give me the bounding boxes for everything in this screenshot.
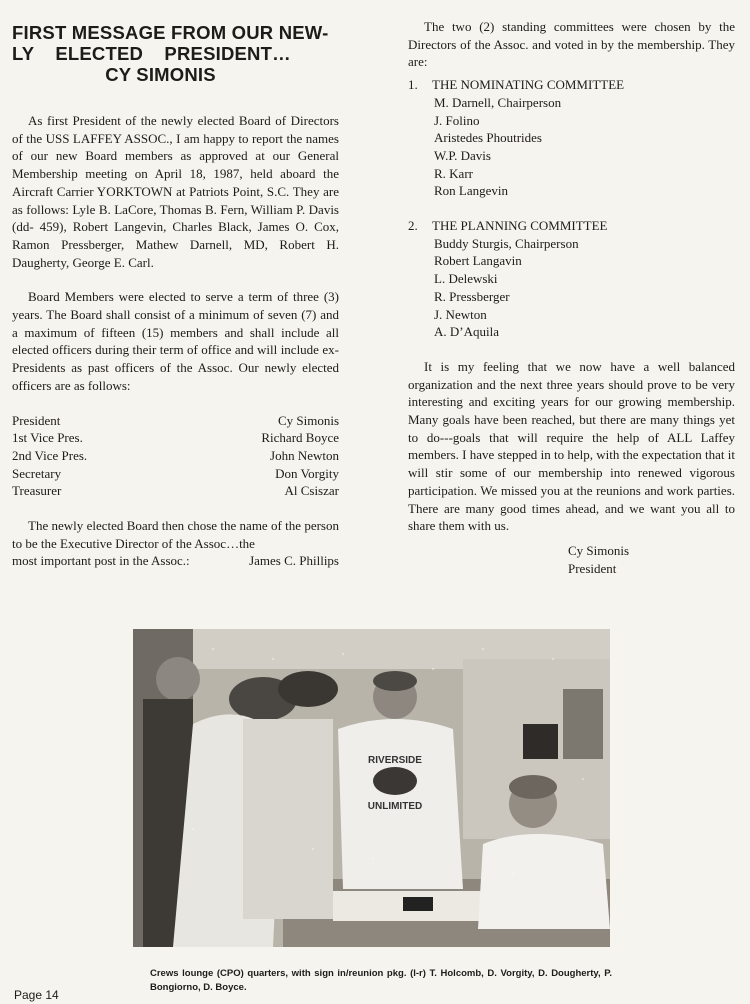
officer-row bbox=[12, 447, 339, 465]
committee-heading bbox=[408, 217, 735, 235]
executive-director-label: most important post in the Assoc.: bbox=[12, 553, 190, 569]
committee bbox=[408, 76, 735, 200]
committee-member: Buddy Sturgis, Chairperson bbox=[434, 235, 579, 251]
officer-row bbox=[12, 429, 339, 447]
title-line-3: CY SIMONIS bbox=[105, 64, 216, 85]
page-number: Page 14 bbox=[14, 988, 59, 1002]
officer-name: Richard Boyce bbox=[261, 430, 339, 446]
committee-name: THE PLANNING COMMITTEE bbox=[432, 218, 608, 234]
crew-photo bbox=[133, 629, 610, 947]
committee-member: Aristedes Phoutrides bbox=[434, 130, 542, 146]
officer-name: Al Csiszar bbox=[284, 483, 339, 499]
executive-director-paragraph: The newly elected Board then chose the name of the person to be the Executive Director of the Assoc…the bbox=[12, 518, 339, 551]
committee-member: A. D’Aquila bbox=[434, 324, 499, 340]
committee-heading bbox=[408, 76, 735, 94]
title-line-2: LY ELECTED PRESIDENT… bbox=[12, 43, 291, 64]
committee-member: J. Newton bbox=[434, 306, 487, 322]
officers-list bbox=[12, 412, 339, 501]
officer-name: Don Vorgity bbox=[275, 465, 339, 481]
committees-list bbox=[408, 76, 735, 341]
signature-name: Cy Simonis bbox=[568, 542, 630, 558]
shirt-text-bottom: UNLIMITED bbox=[367, 801, 423, 812]
committee-members bbox=[408, 94, 735, 200]
photo-caption: Crews lounge (CPO) quarters, with sign in/reunion pkg. (l-r) T. Holcomb, D. Vorgity, D. Dougherty, P. Bongiorno, D. Boyce. bbox=[150, 968, 612, 993]
officer-role: Treasurer bbox=[12, 483, 62, 499]
committee-members bbox=[408, 235, 735, 341]
executive-director-name: James C. Phillips bbox=[249, 553, 339, 569]
signature bbox=[408, 542, 735, 577]
shirt-text-top: RIVERSIDE bbox=[368, 755, 422, 766]
article-title bbox=[12, 22, 339, 85]
crew-photo-illustration bbox=[133, 629, 610, 947]
executive-director-line bbox=[12, 552, 339, 570]
officer-name: John Newton bbox=[270, 447, 339, 463]
committee-number: 2. bbox=[408, 218, 418, 234]
officer-row bbox=[12, 412, 339, 430]
committees-intro: The two (2) standing committees were chosen by the Directors of the Assoc. and voted in by the membership. They are: bbox=[408, 19, 735, 70]
committee-member: J. Folino bbox=[434, 112, 480, 128]
officer-role: 1st Vice Pres. bbox=[12, 430, 83, 446]
committee-member: Robert Langavin bbox=[434, 253, 522, 269]
officer-role: Secretary bbox=[12, 465, 62, 481]
officer-role: 2nd Vice Pres. bbox=[12, 447, 88, 463]
committee-member: R. Pressberger bbox=[434, 288, 510, 304]
committee-member: W.P. Davis bbox=[434, 147, 491, 163]
board-terms-paragraph: Board Members were elected to serve a term of three (3) years. The Board shall consist of a minimum of seven (7) and a maximum of fifteen (15) members and shall include all elected officers during their term of office and will include ex-Presidents as past officers of the Assoc. Our newly elected officers are as follows: bbox=[12, 289, 339, 393]
signature-title: President bbox=[568, 560, 617, 576]
officer-row bbox=[12, 482, 339, 500]
board-members-paragraph: As first President of the newly elected Board of Directors of the USS LAFFEY ASSOC., I am happy to report the names of our new Board members as approved at our General Membership meeting on April 18, 1987, held aboard the Aircraft Carrier YORKTOWN at Patriots Point, S.C. They are as follows: Lyle B. LaCore, Thomas B. Fern, William P. Davis (dd- 459), Robert Langevin, Charles Black, James O. Cox, Ramon Pressberger, Mathew Darnell, MD, Robert H. Daugherty, George E. Carl. bbox=[12, 113, 339, 270]
committee-name: THE NOMINATING COMMITTEE bbox=[432, 77, 625, 93]
committee bbox=[408, 217, 735, 341]
right-column bbox=[408, 18, 735, 577]
title-line-1: FIRST MESSAGE FROM OUR NEW- bbox=[12, 22, 329, 43]
committee-member: R. Karr bbox=[434, 165, 473, 181]
committee-member: Ron Langevin bbox=[434, 183, 509, 199]
officer-name: Cy Simonis bbox=[277, 412, 339, 428]
left-column bbox=[12, 22, 339, 570]
closing-paragraph: It is my feeling that we now have a well balanced organization and the next three years should prove to be very interesting and exciting years for our growing membership. Many goals have been reached, but there are many things yet to do---goals that will require the help of ALL Laffey members. I have stepped in to help, with the expectation that it will stir some of our membership into renewed vigorous participation. We missed you at the reunions and work parties. There are many good times ahead, and we want you all to share them with us. bbox=[408, 358, 735, 534]
officer-row bbox=[12, 465, 339, 483]
committee-member: M. Darnell, Chairperson bbox=[434, 94, 562, 110]
committee-member: L. Delewski bbox=[434, 271, 498, 287]
committee-number: 1. bbox=[408, 77, 418, 93]
officer-role: President bbox=[12, 412, 61, 428]
